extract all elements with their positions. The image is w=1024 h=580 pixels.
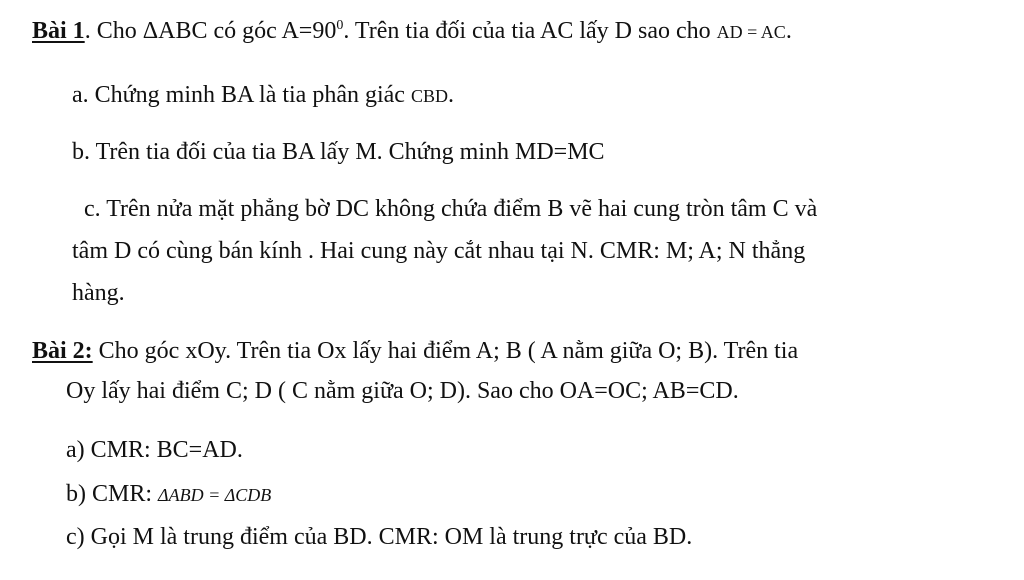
bai2-part-c: c) Gọi M là trung điểm của BD. CMR: OM là trung trực của BD.	[66, 524, 693, 550]
bai1-label: Bài 1	[32, 18, 85, 44]
bai2-line1: Cho góc xOy. Trên tia Ox lấy hai điểm A; B ( A nằm giữa O; B). Trên tia	[92, 338, 799, 364]
bai1-part-a-text: a. Chứng minh BA là tia phân giác	[72, 82, 411, 108]
bai2-part-b	[66, 479, 271, 510]
bai1-part-a-cbd: CBD	[410, 86, 448, 106]
bai1-heading-line	[32, 16, 792, 47]
bai2-heading-line	[32, 336, 798, 366]
bai1-intro-end: .	[785, 18, 792, 44]
bai1-intro-c: . Trên tia đối của tia AC lấy D sao cho	[343, 18, 717, 44]
bai2-part-b-prefix: b) CMR:	[66, 481, 159, 507]
bai1-intro-b: có góc A=90	[207, 18, 337, 44]
bai1-part-c-line3: hàng.	[72, 280, 125, 306]
bai1-degree: 0	[336, 18, 344, 33]
bai1-part-c-line2: tâm D có cùng bán kính . Hai cung này cắt nhau tại N. CMR: M; A; N thẳng	[72, 238, 806, 264]
bai1-part-a	[72, 80, 454, 111]
bai1-intro-a: . Cho	[84, 18, 143, 44]
bai2-part-a: a) CMR: BC=AD.	[66, 437, 243, 463]
bai2-part-b-formula: ΔABD = ΔCDB	[158, 485, 272, 505]
bai2-label: Bài 2:	[32, 338, 93, 364]
bai1-triangle: ΔABC	[142, 18, 208, 44]
bai1-part-b: b. Trên tia đối của tia BA lấy M. Chứng minh MD=MC	[72, 139, 605, 165]
bai1-part-a-end: .	[447, 82, 454, 108]
bai1-ad-ac: AD = AC	[716, 22, 786, 42]
bai1-part-c-line1: c. Trên nửa mặt phẳng bờ DC không chứa điểm B vẽ hai cung tròn tâm C và	[84, 196, 818, 222]
bai2-line2: Oy lấy hai điểm C; D ( C nằm giữa O; D). Sao cho OA=OC; AB=CD.	[66, 378, 739, 404]
